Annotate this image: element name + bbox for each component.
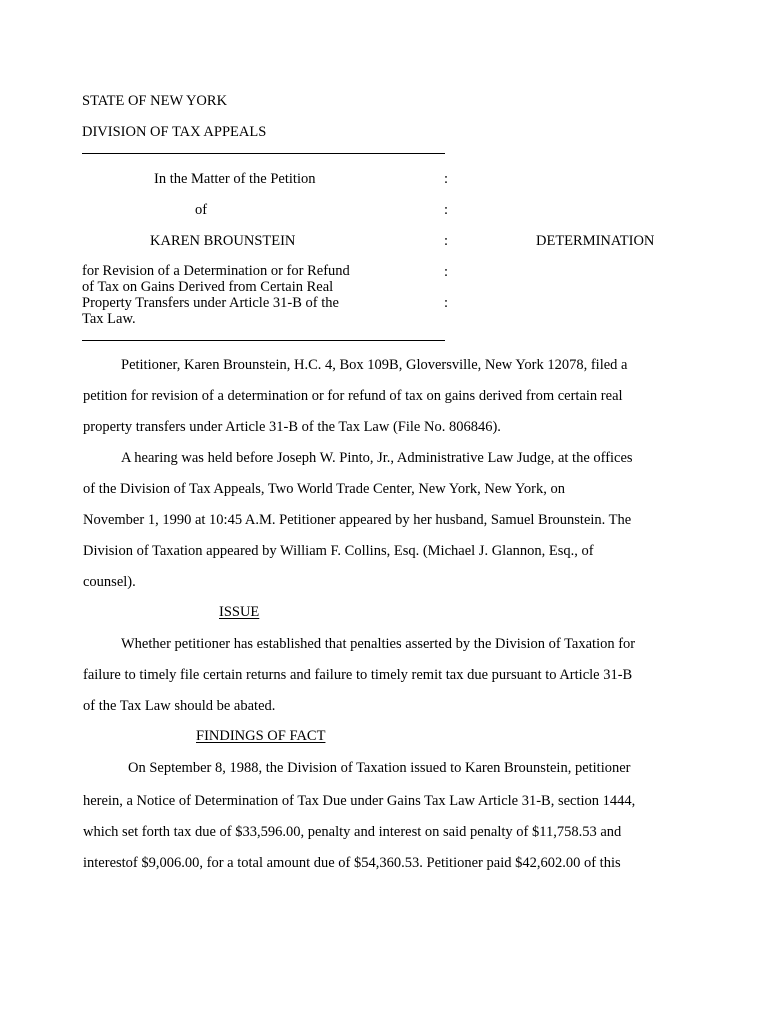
caption-petitioner-name: KAREN BROUNSTEIN bbox=[150, 233, 296, 249]
paragraph-line: of the Division of Tax Appeals, Two World Trade Center, New York, New York, on bbox=[83, 481, 565, 497]
caption-subject-line: Property Transfers under Article 31-B of the bbox=[82, 295, 339, 311]
paragraph-line: counsel). bbox=[83, 574, 136, 590]
paragraph-line: Division of Taxation appeared by William F. Collins, Esq. (Michael J. Glannon, Esq., of bbox=[83, 543, 594, 559]
paragraph-line: Whether petitioner has established that penalties asserted by the Division of Taxation for bbox=[121, 636, 636, 652]
paragraph-line: A hearing was held before Joseph W. Pinto, Jr., Administrative Law Judge, at the offices bbox=[121, 450, 633, 466]
caption-of: of bbox=[195, 202, 208, 218]
division-heading: DIVISION OF TAX APPEALS bbox=[82, 124, 267, 140]
caption-matter: In the Matter of the Petition bbox=[154, 171, 316, 187]
caption-subject bbox=[82, 263, 382, 327]
caption-colon: : bbox=[444, 233, 449, 249]
paragraph-line: of the Tax Law should be abated. bbox=[83, 698, 276, 714]
paragraph-line: November 1, 1990 at 10:45 A.M. Petitioner appeared by her husband, Samuel Brounstein. The bbox=[83, 512, 632, 528]
caption-subject-line: Tax Law. bbox=[82, 311, 136, 327]
paragraph-line: herein, a Notice of Determination of Tax Due under Gains Tax Law Article 31-B, section 1444, bbox=[83, 793, 636, 809]
paragraph-line: property transfers under Article 31-B of the Tax Law (File No. 806846). bbox=[83, 419, 501, 435]
caption-colon: : bbox=[444, 171, 449, 187]
caption-colon: : bbox=[444, 264, 449, 280]
paragraph-line: On September 8, 1988, the Division of Taxation issued to Karen Brounstein, petitioner bbox=[128, 760, 631, 776]
issue-heading: ISSUE bbox=[219, 604, 260, 620]
paragraph-line: Petitioner, Karen Brounstein, H.C. 4, Box 109B, Gloversville, New York 12078, filed a bbox=[121, 357, 628, 373]
caption-colon: : bbox=[444, 202, 449, 218]
paragraph-line: interestof $9,006.00, for a total amount due of $54,360.53. Petitioner paid $42,602.00 of this bbox=[83, 855, 621, 871]
state-heading: STATE OF NEW YORK bbox=[82, 93, 228, 109]
caption-bottom-rule bbox=[82, 340, 445, 341]
findings-heading: FINDINGS OF FACT bbox=[196, 728, 326, 744]
caption-subject-line: of Tax on Gains Derived from Certain Real bbox=[82, 279, 334, 295]
determination-title: DETERMINATION bbox=[536, 233, 655, 249]
caption-subject-line: for Revision of a Determination or for Refund bbox=[82, 263, 350, 279]
paragraph-line: which set forth tax due of $33,596.00, penalty and interest on said penalty of $11,758.53 and bbox=[83, 824, 622, 840]
paragraph-line: failure to timely file certain returns and failure to timely remit tax due pursuant to Article 31-B bbox=[83, 667, 633, 683]
caption-top-rule bbox=[82, 153, 445, 154]
paragraph-line: petition for revision of a determination or for refund of tax on gains derived from certain real bbox=[83, 388, 623, 404]
caption-colon: : bbox=[444, 295, 449, 311]
